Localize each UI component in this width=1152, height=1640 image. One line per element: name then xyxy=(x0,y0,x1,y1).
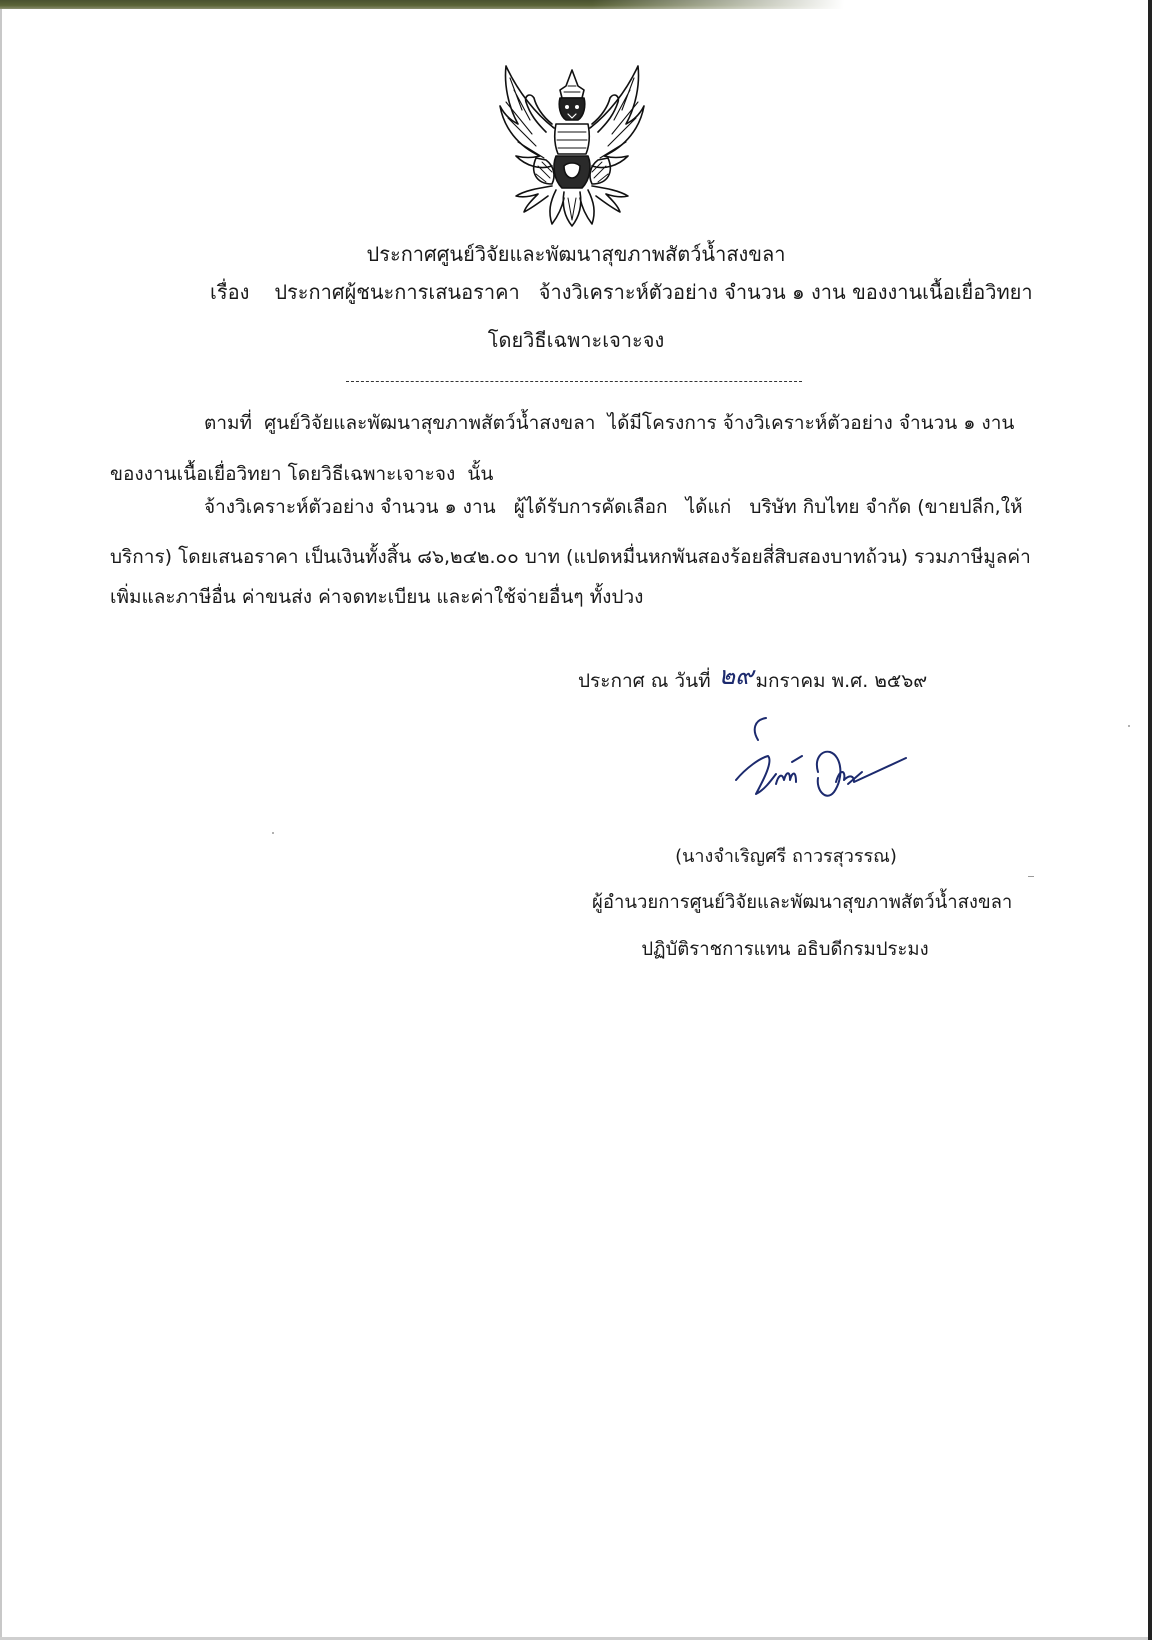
date-prefix: ประกาศ ณ วันที่ xyxy=(578,670,711,692)
subject-row xyxy=(210,280,1033,304)
paragraph-1-line-2: ของงานเนื้อเยื่อวิทยา โดยวิธีเฉพาะเจาะจง นั้น xyxy=(110,463,494,485)
divider xyxy=(346,381,802,382)
handwritten-signature xyxy=(730,712,920,812)
paragraph-2-line-1: จ้างวิเคราะห์ตัวอย่าง จำนวน ๑ งาน ผู้ได้รับการคัดเลือก ได้แก่ บริษัท กิบไทย จำกัด (ขายปลีก,ให้ xyxy=(204,496,1023,518)
scan-speck xyxy=(1128,725,1130,727)
subject-label: เรื่อง xyxy=(210,280,250,304)
paragraph-2-line-2: บริการ) โดยเสนอราคา เป็นเงินทั้งสิ้น ๘๖,๒๔๒.๐๐ บาท (แปดหมื่นหกพันสองร้อยสี่สิบสองบาทถ้วน) รวมภาษีมูลค่า xyxy=(110,546,1031,568)
paragraph-2-line-3: เพิ่มและภาษีอื่น ค่าขนส่ง ค่าจดทะเบียน และค่าใช้จ่ายอื่นๆ ทั้งปวง xyxy=(110,586,644,608)
signer-position: ผู้อำนวยการศูนย์วิจัยและพัฒนาสุขภาพสัตว์น้ำสงขลา xyxy=(592,892,1013,913)
paragraph-1-line-1: ตามที่ ศูนย์วิจัยและพัฒนาสุขภาพสัตว์น้ำสงขลา ได้มีโครงการ จ้างวิเคราะห์ตัวอย่าง จำนวน ๑ งาน xyxy=(204,412,1015,434)
procurement-method: โดยวิธีเฉพาะเจาะจง xyxy=(487,328,665,352)
signer-name: (นางจำเริญศรี ถาวรสุวรรณ) xyxy=(675,846,897,867)
scan-speck xyxy=(272,832,274,834)
scan-speck xyxy=(1028,876,1034,877)
date-month-year: มกราคม พ.ศ. ๒๕๖๙ xyxy=(755,670,928,692)
signer-acting-for: ปฏิบัติราชการแทน อธิบดีกรมประมง xyxy=(641,939,929,960)
subject-text: ประกาศผู้ชนะการเสนอราคา จ้างวิเคราะห์ตัวอย่าง จำนวน ๑ งาน ของงานเนื้อเยื่อวิทยา xyxy=(274,280,1033,304)
announcement-title: ประกาศศูนย์วิจัยและพัฒนาสุขภาพสัตว์น้ำสงขลา xyxy=(366,242,786,266)
scan-edge-top-fade xyxy=(592,0,1152,9)
date-day-handwritten: ๒๙ xyxy=(718,661,754,690)
garuda-emblem-icon xyxy=(496,62,648,228)
announcement-date xyxy=(578,661,928,693)
